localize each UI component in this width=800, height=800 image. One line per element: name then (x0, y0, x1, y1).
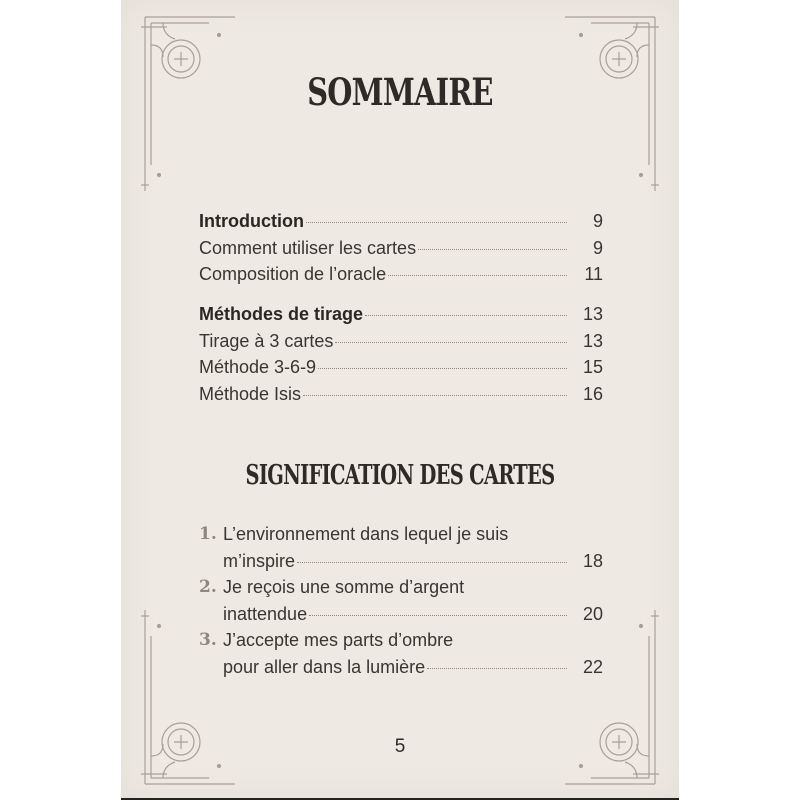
toc-entry[interactable] (199, 328, 603, 355)
toc-entry-label: Méthode Isis (199, 383, 302, 404)
page-number: 5 (394, 736, 406, 757)
dot-leader (318, 368, 567, 369)
dot-leader (297, 562, 567, 563)
toc-entry[interactable] (199, 301, 603, 328)
toc-entry-page: 13 (582, 304, 603, 324)
dot-leader (427, 668, 567, 669)
card-title-row (199, 548, 603, 575)
book-page (121, 0, 679, 800)
card-title-line: J’accepte mes parts d’ombre (223, 630, 454, 650)
card-title-row (199, 601, 603, 628)
card-title-line: m’inspire (223, 550, 296, 571)
toc-entry-page: 13 (582, 330, 603, 351)
card-page: 22 (582, 656, 603, 677)
toc-entry-label: Tirage à 3 cartes (199, 330, 334, 351)
card-title-line: Je reçois une somme d’argent (223, 577, 465, 597)
toc-entry-label: Méthodes de tirage (199, 304, 364, 324)
card-entry[interactable] (199, 574, 603, 627)
toc-entry-label: Composition de l’oracle (199, 264, 387, 284)
dot-leader (365, 315, 567, 316)
section-heading: SIGNIFICATION DES CARTES (245, 460, 555, 491)
card-number: 1. (199, 524, 217, 544)
card-title-line: inattendue (223, 603, 308, 624)
toc-entry-page: 16 (582, 383, 603, 404)
card-number: 2. (199, 577, 217, 597)
toc-entry-page: 9 (592, 237, 603, 258)
toc-entry-page: 9 (592, 211, 603, 231)
toc-entry[interactable] (199, 261, 603, 288)
toc-section-methodes (199, 301, 603, 407)
card-list (199, 521, 603, 680)
toc-entry[interactable] (199, 235, 603, 262)
dot-leader (388, 275, 567, 276)
card-page: 18 (582, 550, 603, 571)
dot-leader (309, 615, 567, 616)
card-title-line: pour aller dans la lumière (223, 656, 426, 677)
toc-entry-page: 11 (584, 264, 603, 284)
dot-leader (303, 395, 567, 396)
card-entry[interactable] (199, 627, 603, 680)
dot-leader (418, 249, 567, 250)
toc-entry[interactable] (199, 208, 603, 235)
toc-entry-label: Introduction (199, 211, 304, 231)
toc-section-introduction (199, 208, 603, 288)
card-entry[interactable] (199, 521, 603, 574)
dot-leader (335, 342, 567, 343)
card-title-row (199, 654, 603, 681)
toc-entry-label: Méthode 3-6-9 (199, 357, 317, 377)
card-number: 3. (199, 630, 217, 650)
card-title-line: L’environnement dans lequel je suis (223, 524, 509, 544)
toc-entry-label: Comment utiliser les cartes (199, 237, 417, 258)
card-page: 20 (582, 603, 603, 624)
dot-leader (306, 222, 567, 223)
toc-entry[interactable] (199, 354, 603, 381)
toc-entry[interactable] (199, 381, 603, 408)
toc-entry-page: 15 (582, 357, 603, 377)
page-title: SOMMAIRE (307, 70, 493, 114)
